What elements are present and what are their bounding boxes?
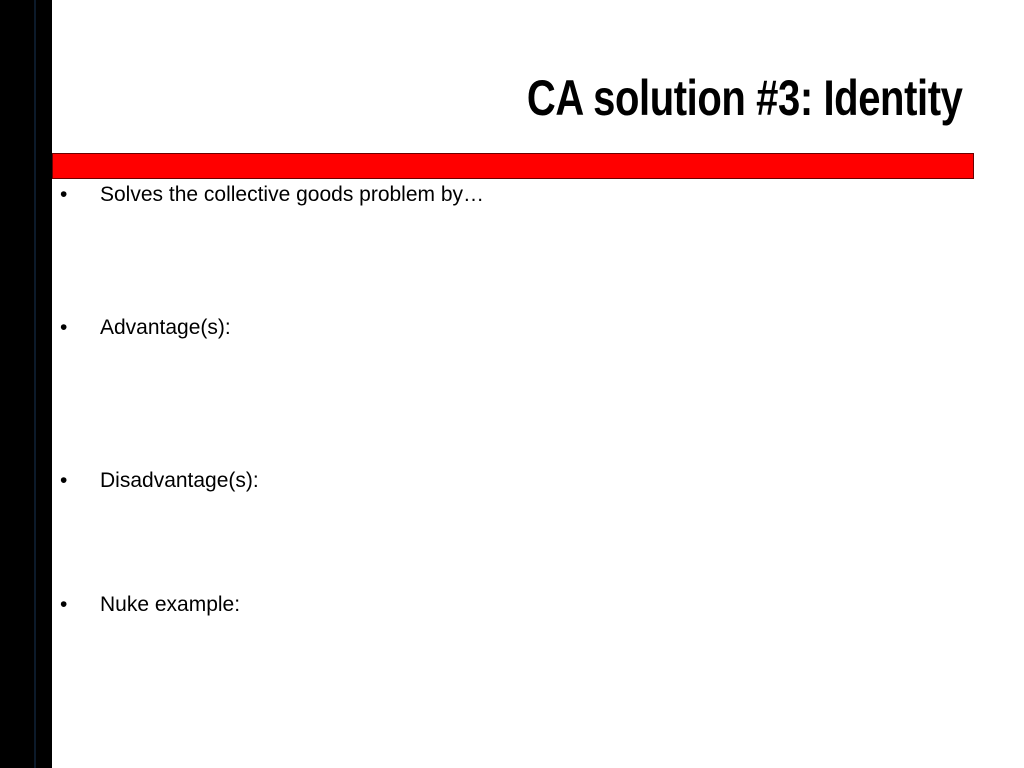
- title-accent-bar: [52, 153, 974, 179]
- bullet-item: [60, 182, 484, 208]
- bullet-text: Solves the collective goods problem by…: [100, 183, 485, 206]
- bullet-text: Advantage(s):: [100, 316, 231, 339]
- slide-title: CA solution #3: Identity: [526, 70, 962, 126]
- bullet-dot: •: [60, 183, 68, 206]
- bullet-item: [60, 468, 259, 494]
- left-sidebar-bar: [0, 0, 52, 768]
- left-sidebar-stripe: [34, 0, 36, 768]
- bullet-text: Disadvantage(s):: [100, 469, 259, 492]
- bullet-dot: •: [60, 469, 68, 492]
- bullet-item: [60, 315, 231, 341]
- bullet-text: Nuke example:: [100, 593, 241, 616]
- bullet-dot: •: [60, 593, 68, 616]
- bullet-item: [60, 592, 240, 618]
- bullet-dot: •: [60, 316, 68, 339]
